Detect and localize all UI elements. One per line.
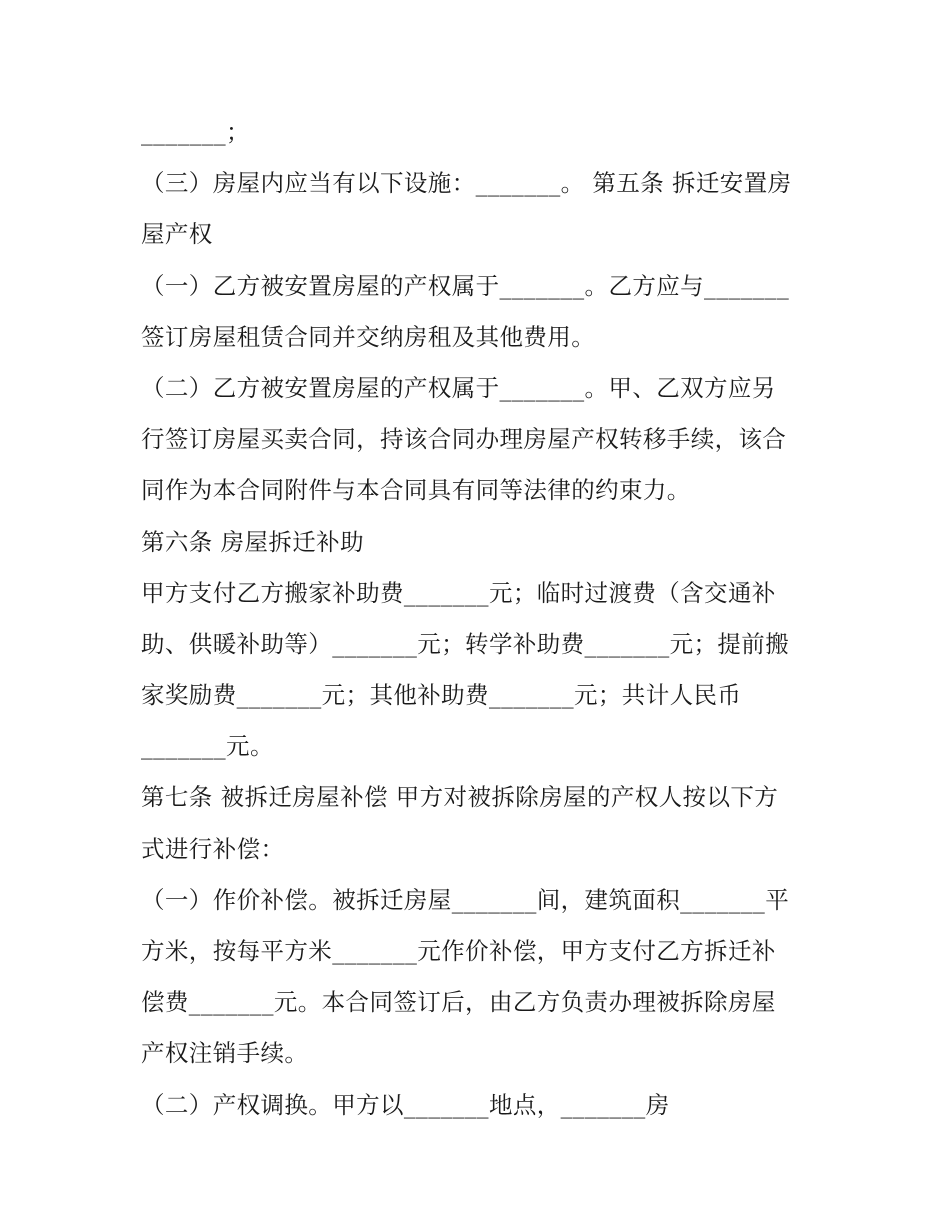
document-body <box>141 107 813 1131</box>
text-line: 助、供暖补助等）_______元；转学补助费_______元；提前搬 <box>141 629 790 658</box>
text-line: 方米，按每平方米_______元作价补偿，甲方支付乙方拆迁补 <box>141 937 776 965</box>
text-line: 甲方支付乙方搬家补助费_______元；临时过渡费（含交通补 <box>141 578 776 607</box>
text-line: 产权注销手续。 <box>141 1039 309 1068</box>
text-line: （二）乙方被安置房屋的产权属于_______。甲、乙双方应另 <box>141 373 776 402</box>
text-line: 式进行补偿： <box>141 834 285 863</box>
text-line: （三）房屋内应当有以下设施：_______。 第五条 拆迁安置房 <box>141 169 792 198</box>
text-line: 家奖励费_______元；其他补助费_______元；共计人民币 <box>141 681 742 710</box>
text-line: 同作为本合同附件与本合同具有同等法律的约束力。 <box>141 476 691 505</box>
section-heading: 第六条 房屋拆迁补助 <box>141 527 364 556</box>
text-line: _______； <box>141 118 250 146</box>
text-line: _______元。 <box>141 732 274 761</box>
text-line: 签订房屋租赁合同并交纳房租及其他费用。 <box>141 322 596 351</box>
text-line: 屋产权 <box>141 220 213 249</box>
text-line: （一）作价补偿。被拆迁房屋_______间，建筑面积_______平 <box>141 885 790 914</box>
text-line: 偿费_______元。本合同签订后，由乙方负责办理被拆除房屋 <box>141 988 776 1017</box>
text-line: 行签订房屋买卖合同，持该合同办理房屋产权转移手续，该合 <box>141 425 787 454</box>
section-heading: 第七条 被拆迁房屋补偿 甲方对被拆除房屋的产权人按以下方 <box>141 783 779 812</box>
text-line: （二）产权调换。甲方以_______地点，_______房 <box>141 1090 670 1119</box>
text-line: （一）乙方被安置房屋的产权属于_______。乙方应与_______ <box>141 271 790 300</box>
